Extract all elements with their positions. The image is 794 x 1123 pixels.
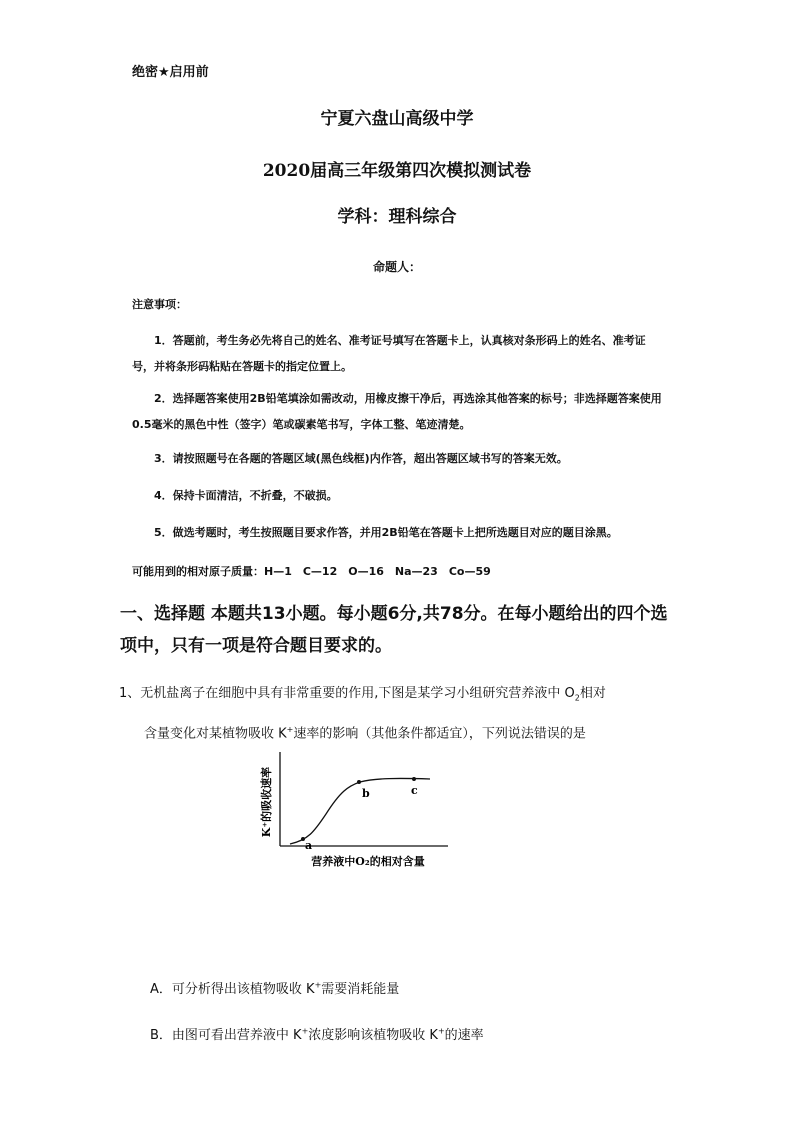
notice-item-2: 2．选择题答案使用2B铅笔填涂如需改动，用橡皮擦干净后，再选涂其他答案的标号；非选择题答案使用0.5毫米的黑色中性（签字）笔或碳素笔书写，字体工整、笔迹清楚。 [132,392,662,431]
point-c-marker [412,777,416,781]
point-b-label: b [362,787,370,800]
subject-title: 学科：理科综合 [337,207,457,227]
point-b-marker [357,780,361,784]
k-uptake-rate-figure [258,748,463,874]
option-a: A．可分析得出该植物吸收 K+需要消耗能量 [150,980,400,997]
notice-item-3: 3．请按照题号在各题的答题区域(黑色线框)内作答，超出答题区域书写的答案无效。 [154,452,568,465]
point-c-label: c [411,784,418,797]
atomic-masses: 可能用到的相对原子质量：H—1 C—12 O—16 Na—23 Co—59 [132,565,491,578]
school-name: 宁夏六盘山高级中学 [320,109,474,129]
uptake-curve [290,778,430,844]
notice-item-1: 1．答题前，考生务必先将自己的姓名、准考证号填写在答题卡上，认真核对条形码上的姓名、准考证号，并将条形码粘贴在答题卡的指定位置上。 [132,334,646,373]
confidential-label: 绝密★启用前 [132,65,209,80]
point-a-label: a [305,839,313,852]
option-b: B．由图可看出营养液中 K+浓度影响该植物吸收 K+的速率 [150,1026,484,1043]
exam-title: 2020届高三年级第四次模拟测试卷 [262,161,532,181]
notice-item-5: 5．做选考题时，考生按照题目要求作答，并用2B铅笔在答题卡上把所选题目对应的题目涂黑。 [154,526,618,539]
notice-item-4: 4．保持卡面清洁，不折叠，不破损。 [154,489,338,502]
x-axis-label: 营养液中O₂的相对含量 [311,855,425,868]
question-1-line1: 1、无机盐离子在细胞中具有非常重要的作用,下图是某学习小组研究营养液中 $O_2$相对 [119,686,606,703]
section-one-heading: 一、选择题 本题共13小题。每小题6分,共78分。在每小题给出的四个选项中，只有一项是符合题目要求的。 [120,604,668,656]
author-label: 命题人： [372,260,421,274]
y-axis-label [259,767,273,837]
svg-text:K⁺的吸收速率: K⁺的吸收速率 [260,766,273,838]
question-1-stem [119,678,659,749]
question-1-line2: 含量变化对某植物吸收 K+速率的影响（其他条件都适宜），下列说法错误的是 [144,724,586,741]
notice-title: 注意事项： [132,298,187,311]
